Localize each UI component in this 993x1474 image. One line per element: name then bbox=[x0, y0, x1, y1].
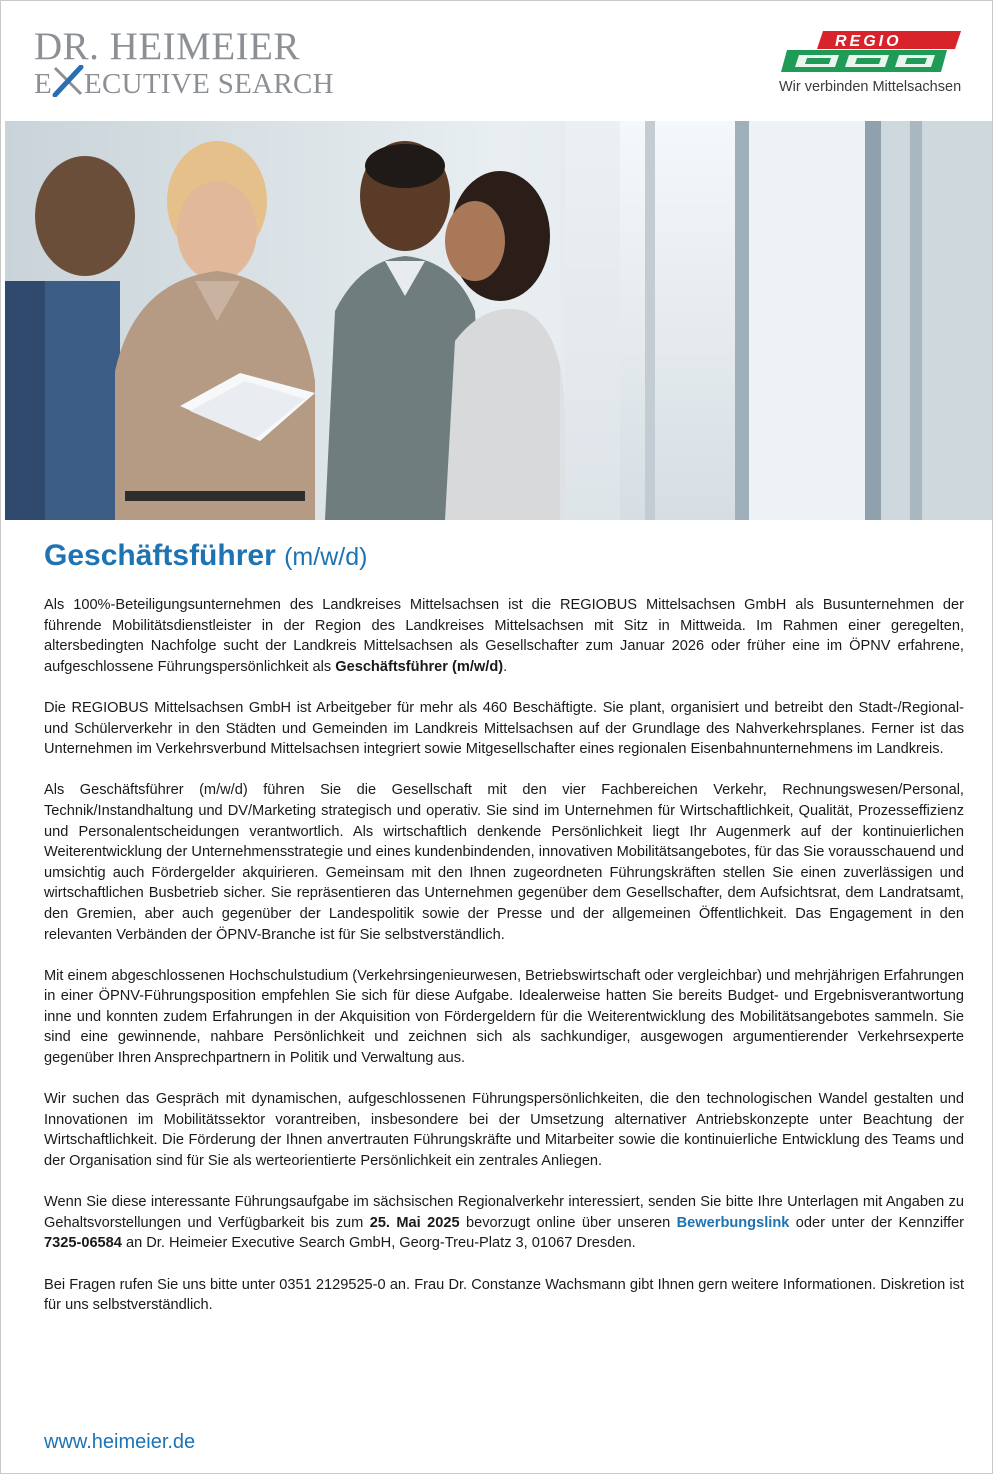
application-deadline: 25. Mai 2025 bbox=[369, 1214, 460, 1231]
paragraph-intro: Als 100%-Beteiligungsunternehmen des Landkreises Mittelsachsen ist die REGIOBUS Mittelsachsen GmbH als Busunternehmen der führende Mobilitätsdienstleister in der Region des Landkreises Mittelsachsen mit Sitz in Mittweida. Im Rahmen einer geregelten, altersbedingten Nachfolge sucht der Landkreis Mittelsachsen als Gesellschafter zum Januar 2026 oder früher eine im ÖPNV erfahrene, aufgeschlossene Führungspersönlichkeit als Geschäftsführer (m/w/d). bbox=[44, 597, 964, 675]
logo-line-1: DR. HEIMEIER bbox=[34, 25, 300, 68]
paragraph-profile: Mit einem abgeschlossenen Hochschulstudium (Verkehrsingenieurwesen, Betriebswirtschaft oder vergleichbar) und mehrjährigen Erfahrungen in einer ÖPNV-Führungsposition empfehlen Sie sich für diese Aufgabe. Idealerweise hatten Sie bereits Budget- und Ergebnisverantwortung inne und konnten zudem Erfahrungen in der Akquisition von Fördergeldern für die Weiterentwicklung des Mobilitätsangebotes sammeln. Sie sind eine gewinnende, nahbare Persönlichkeit und zeichnen sich als sachkundiger, ausgewogen argumentierender Verkehrsexperte gegenüber Ihren Ansprechpartnern in Politik und Verwaltung aus. bbox=[44, 967, 964, 1067]
job-title-main: Geschäftsführer bbox=[44, 539, 276, 572]
heimeier-logo[interactable] bbox=[34, 27, 334, 101]
job-description bbox=[44, 595, 964, 1336]
job-title-suffix: (m/w/d) bbox=[284, 543, 368, 571]
reference-number: 7325-06584 bbox=[44, 1235, 122, 1252]
hero-team-photo bbox=[5, 121, 992, 520]
logo-line-2: E ECUTIVE SEARCH bbox=[34, 68, 334, 100]
paragraph-company: Die REGIOBUS Mittelsachsen GmbH ist Arbeitgeber für mehr als 460 Beschäftigte. Sie plant, organisiert und betreibt den Stadt-/Regional- und Schülerverkehr in den Städten und Gemeinden im Landkreis Mittelsachsen auf der Grundlage des Nahverkehrsplanes. Ferner ist das Unternehmen im Verkehrsverbund Mittelsachsen integriert sowie Mitgesellschafter eines regionalen Eisenbahnunternehmens im Landkreis. bbox=[44, 699, 964, 758]
svg-text:REGIO: REGIO bbox=[835, 33, 902, 50]
regiobus-tagline: Wir verbinden Mittelsachsen bbox=[779, 79, 962, 95]
paragraph-contact: Bei Fragen rufen Sie uns bitte unter 0351 2129525-0 an. Frau Dr. Constanze Wachsmann gibt Ihnen gern weitere Informationen. Diskretion ist für uns selbstverständlich. bbox=[44, 1276, 964, 1314]
job-title bbox=[44, 539, 367, 573]
paragraph-tasks: Als Geschäftsführer (m/w/d) führen Sie die Gesellschaft mit den vier Fachbereichen Verkehr, Rechnungswesen/Personal, Technik/Instandhaltung und DV/Marketing strategisch und operativ. Sie sind im Unternehmen für Wirtschaftlichkeit, Qualität, Prozesseffizienz und Personalentscheidungen verantwortlich. Als wirtschaftlich denkende Persönlichkeit liegt Ihr Augenmerk auf der kontinuierlichen Weiterentwicklung der Unternehmensstrategie und eines kundenbindenden, innovativen Mobilitätsangebotes, für das Sie vorausschauend und umsichtig auch Fördergelder akquirieren. Gemeinsam mit den Ihnen zugeordneten Führungskräften stellen Sie einen zuverlässigen und wirtschaftlichen Busbetrieb sicher. Sie repräsentieren das Unternehmen gegenüber dem Gesellschafter, dem Aufsichtsrat, dem Landratsamt, den Gremien, aber auch gegenüber der Landespolitik sowie der Presse und der allgemeinen Öffentlichkeit. Das Engagement in den relevanten Verbänden der ÖPNV-Branche ist für Sie selbstverständlich. bbox=[44, 782, 964, 943]
team-photo-illustration bbox=[5, 121, 992, 520]
logo-x-icon bbox=[52, 67, 84, 95]
regiobus-logo[interactable] bbox=[777, 28, 977, 98]
website-link[interactable]: www.heimeier.de bbox=[44, 1431, 196, 1453]
regiobus-wordmark-icon bbox=[777, 28, 967, 78]
paragraph-application: Wenn Sie diese interessante Führungsaufgabe im sächsischen Regionalverkehr interessiert, senden Sie bitte Ihre Unterlagen mit Angaben zu Gehaltsvorstellungen und Verfügbarkeit bis zum 25. Mai 2025 bevorzugt online über unseren Bewerbungslink oder unter der Kennziffer 7325-06584 an Dr. Heimeier Executive Search GmbH, Georg-Treu-Platz 3, 01067 Dresden. bbox=[44, 1194, 964, 1252]
application-link[interactable]: Bewerbungslink bbox=[676, 1214, 790, 1231]
paragraph-values: Wir suchen das Gespräch mit dynamischen, aufgeschlossenen Führungspersönlichkeiten, die den technologischen Wandel gestalten und Innovationen im Mobilitätssektor vorantreiben, insbesondere bei der Umsetzung alternativer Antriebskonzepte unter Beachtung der Wirtschaftlichkeit. Die Förderung der Ihnen anvertrauten Führungskräfte und Mitarbeiter sowie die kontinuierliche Entwicklung des Teams und der Organisation sind für Sie als werteorientierte Persönlichkeit ein zentrales Anliegen. bbox=[44, 1091, 964, 1170]
